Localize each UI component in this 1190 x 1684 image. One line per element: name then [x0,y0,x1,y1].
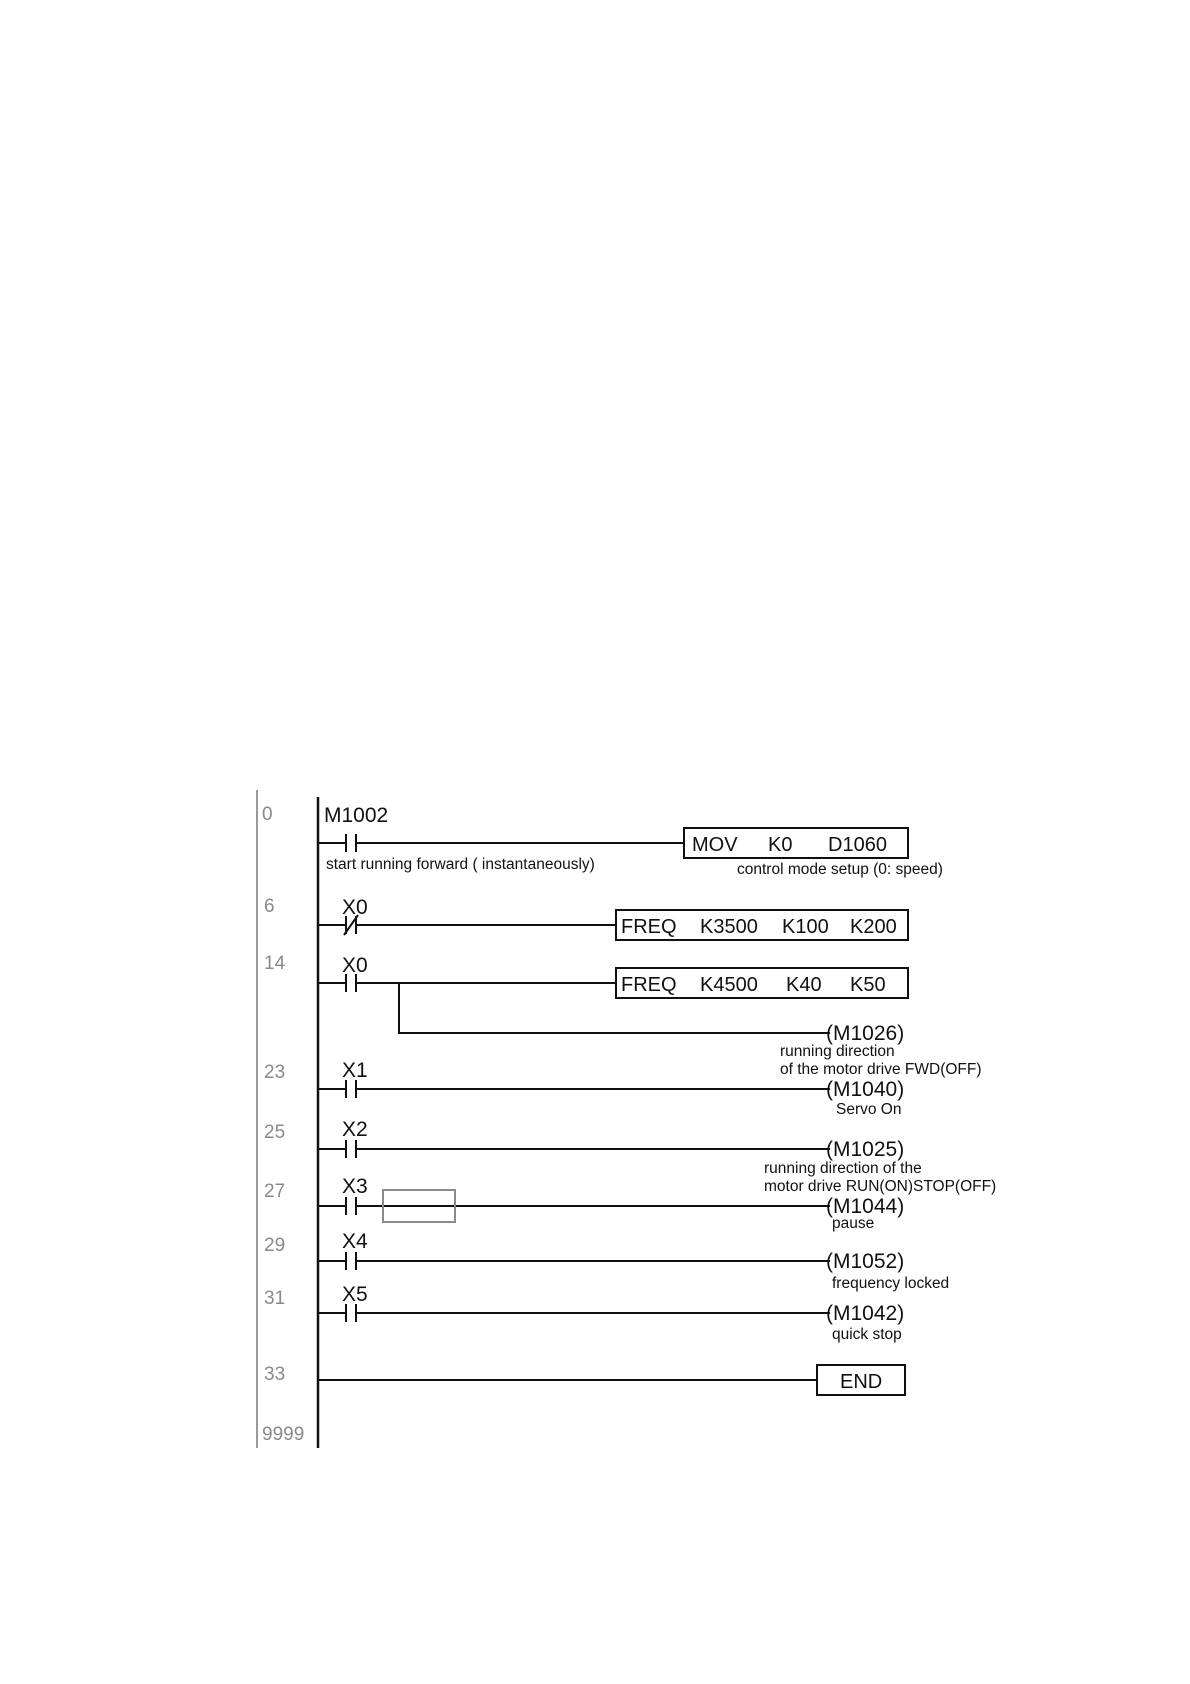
step-number: 25 [264,1122,286,1143]
rung-25 [318,1118,996,1195]
contact-label: X4 [342,1230,368,1253]
coil-comment: Servo On [836,1101,902,1118]
rung-0 [318,804,943,878]
instruction-operand: K100 [782,916,829,938]
coil-comment: frequency locked [832,1275,950,1292]
no-contact-icon [318,834,356,852]
instruction-mnemonic: FREQ [621,916,677,938]
step-number: 0 [262,804,273,825]
coil-label: (M1052) [826,1250,905,1273]
instruction-operand: K40 [786,974,822,996]
step-number: 33 [264,1364,286,1385]
coil-comment: quick stop [832,1326,902,1343]
contact-label: X3 [342,1175,368,1198]
instruction-operand: D1060 [828,834,887,856]
rung-6 [318,896,908,940]
contact-label: X1 [342,1059,368,1082]
step-number: 6 [264,896,275,917]
rung-31 [318,1283,904,1343]
coil-comment: motor drive RUN(ON)STOP(OFF) [764,1178,997,1195]
step-number: 9999 [262,1424,305,1445]
step-number: 29 [264,1235,286,1256]
instruction-operand: K0 [768,834,793,856]
contact-label: X5 [342,1283,368,1306]
coil-label: (M1042) [826,1302,905,1325]
instruction-comment: control mode setup (0: speed) [737,861,943,878]
coil-comment: of the motor drive FWD(OFF) [780,1061,982,1078]
instruction-mnemonic: FREQ [621,974,677,996]
contact-label: M1002 [324,804,389,827]
step-number: 31 [264,1288,286,1309]
instruction-operand: K3500 [700,916,758,938]
step-number: 23 [264,1062,286,1083]
step-number: 27 [264,1181,286,1202]
no-contact-icon [318,1197,356,1215]
coil-comment: running direction of the [764,1160,922,1177]
rung-14 [318,954,982,1078]
no-contact-icon [318,1080,356,1098]
end-label: END [840,1371,883,1393]
contact-comment: start running forward ( instantaneously) [326,856,595,873]
rung-29 [318,1230,949,1292]
rung-33 [318,1365,905,1395]
instruction-operand: K4500 [700,974,758,996]
no-contact-icon [318,1304,356,1322]
coil-label: (M1044) [826,1195,905,1218]
coil-comment: pause [832,1215,875,1232]
step-number: 14 [264,953,286,974]
instruction-mnemonic: MOV [692,834,738,856]
contact-label: X0 [342,896,368,919]
instruction-operand: K50 [850,974,886,996]
contact-label: X0 [342,954,368,977]
no-contact-icon [318,1140,356,1158]
no-contact-icon [318,1252,356,1270]
coil-label: (M1026) [826,1022,905,1045]
coil-label: (M1040) [826,1078,905,1101]
contact-label: X2 [342,1118,368,1141]
coil-label: (M1025) [826,1138,905,1161]
coil-comment: running direction [780,1043,895,1060]
instruction-operand: K200 [850,916,897,938]
